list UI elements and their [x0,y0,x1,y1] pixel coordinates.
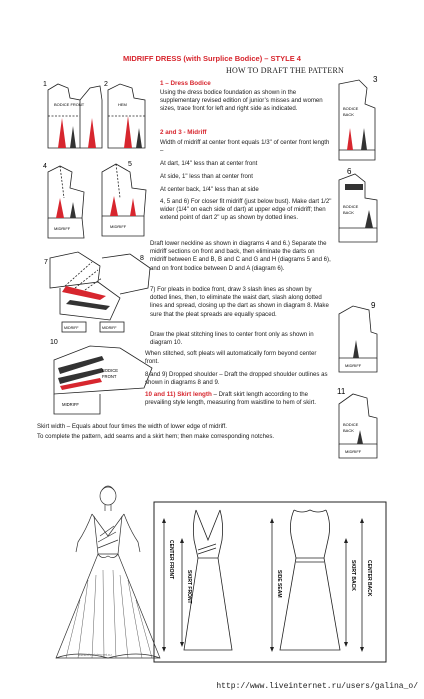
label-side-seam: SIDE SEAM [276,570,282,598]
diagram-num-4: 4 [43,163,47,170]
dress-pattern-diagram [150,500,390,665]
label-hem: HEM [118,102,127,107]
label-back-11: BACK [343,428,354,433]
fashion-illustration [48,480,166,665]
illustration-watermark: www.liveinternet.ru [78,652,112,657]
label-front-10: FRONT [102,374,117,379]
when-stitched-text: When stitched, soft pleats will automatically form beyond center front. [145,350,317,366]
lower-neckline-text: Draft lower neckline as shown in diagrams 4 and 6.) Separate the midriff sections on front and back, then eliminate the darts on midriff between E and B, B and C and G and H (diagrams 5 and 6), and on front bodice between D and A (diagram 6). [150,240,331,272]
diagram-num-7: 7 [44,259,48,266]
label-center-back: CENTER BACK [366,560,372,597]
diagram-11 [335,386,385,466]
diagram-7-8 [40,248,155,338]
label-midriff-4: MIDRIFF [54,226,71,231]
diagram-6 [335,166,385,246]
diagram-num-11: 11 [337,387,346,396]
diagram-9 [335,300,385,382]
diagram-num-8: 8 [140,255,144,262]
label-bodice-10: BODICE [102,368,119,373]
skirt-length-heading: 10 and 11) Skirt length [145,391,212,398]
label-back-3: BACK [343,112,354,117]
stitching-text: Draw the pleat stitching lines to center front only as shown in diagram 10. [150,331,314,347]
section-2-item-c: At center back, 1/4" less than at side [160,186,259,193]
label-skirt-back: SKIRT BACK [350,560,356,591]
diagram-1-2 [40,76,155,158]
section-2-item-b: At side, 1" less than at center front [160,173,253,180]
label-midriff-8: MIDRIFF [102,326,117,330]
section-2-item-a: At dart, 1/4" less than at center front [160,160,258,167]
diagram-num-2: 2 [104,81,108,88]
skirt-width-text: Skirt width – Equals about four times the width of lower edge of midriff. [37,423,227,430]
diagram-10 [40,338,160,420]
skirt-length-text [145,391,335,407]
diagram-4-5 [40,158,155,248]
diagram-num-9: 9 [371,301,376,310]
section-456-text: 4, 5 and 6) For closer fit midriff (just below bust). Make dart 1/2" wider (1/4" on each side of dart) at upper edge of midriff; then extend point of dart 2" up as shown by dotted lines. [160,198,332,222]
dropped-shoulder-text: 8 and 9) Dropped shoulder – Draft the dropped shoulder outlines as shown in diagrams 8 and 9. [145,371,328,387]
diagram-num-5: 5 [128,161,132,168]
section-2-text: Width of midriff at center front equals 1/3" of center front length – [160,139,330,155]
complete-text: To complete the pattern, add seams and a skirt hem; then make corresponding notches. [37,433,275,440]
diagram-num-1: 1 [43,81,47,88]
diagram-3 [335,74,385,164]
label-bodice-3: BODICE [343,106,359,111]
diagram-num-3: 3 [373,75,378,84]
label-midriff-11: MIDRIFF [345,449,362,454]
label-midriff-10: MIDRIFF [62,402,79,407]
label-midriff-5: MIDRIFF [110,224,127,229]
label-back-6: BACK [343,210,354,215]
pleats-text: 7) For pleats in bodice front, draw 3 slash lines as shown by dotted lines, then, to eliminate the waist dart, slash along dotted lines and spread, closing up the dart as shown in diagram 8. Make sure that the pleat spreads are equally spaced. [150,286,329,318]
footer-url[interactable]: http://www.liveinternet.ru/users/galina_o/ [216,682,418,691]
label-midriff-7: MIDRIFF [64,326,79,330]
label-bodice-11: BODICE [343,422,359,427]
label-skirt-front: SKIRT FRONT [186,570,192,604]
label-bodice-6: BODICE [343,204,359,209]
label-bodice-front-1: BODICE FRONT [54,102,85,107]
page-subtitle: HOW TO DRAFT THE PATTERN [225,66,344,75]
diagram-num-10: 10 [50,339,58,346]
section-1-text: Using the dress bodice foundation as shown in the supplementary revised edition of junior’s misses and women sizes, trace front for left and right side as indicated. [160,89,323,113]
page-title: MIDRIFF DRESS (with Surplice Bodice) – STYLE 4 [123,54,301,63]
skirt-length-body: – Draft skirt length according to the prevailing style length, measuring from waistline to hem of skirt. [145,391,317,407]
diagram-num-6: 6 [347,167,352,176]
section-1-heading: 1 – Dress Bodice [160,80,211,87]
label-midriff-9: MIDRIFF [345,363,362,368]
section-2-heading: 2 and 3 - Midriff [160,129,207,136]
label-center-front: CENTER FRONT [168,540,174,580]
